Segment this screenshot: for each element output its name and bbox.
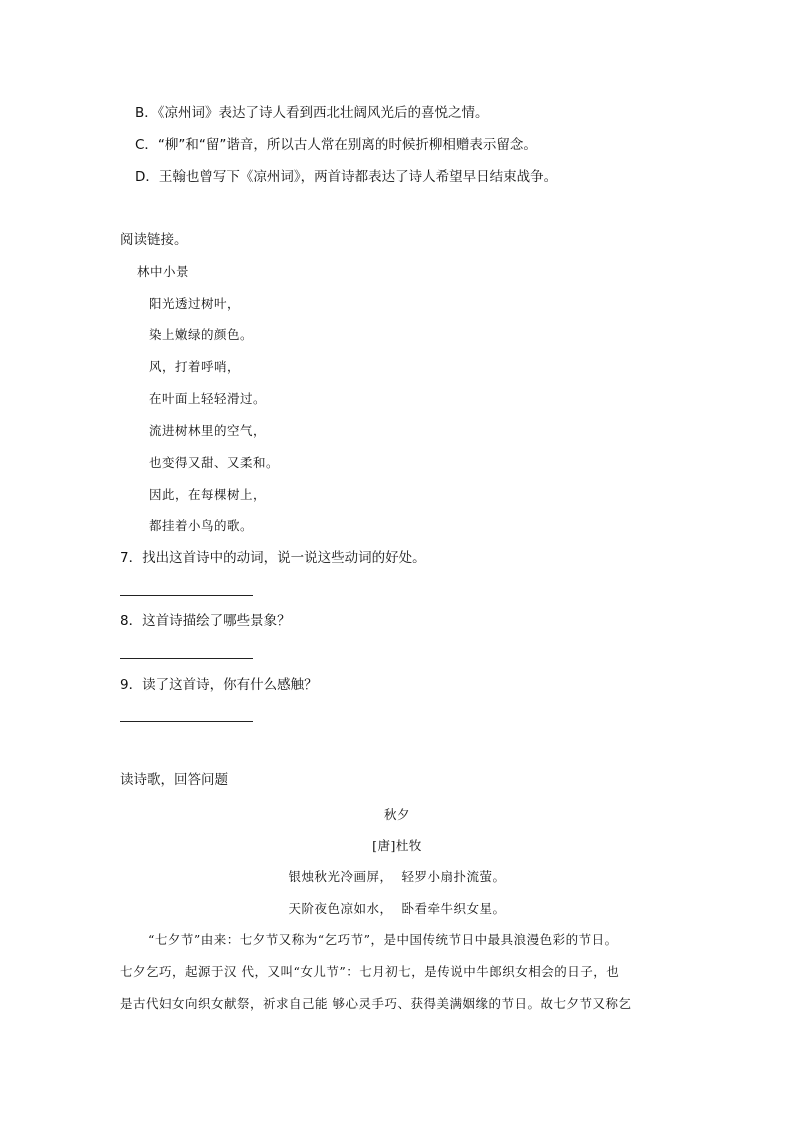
poem-line: 在叶面上轻轻滑过。 — [149, 391, 267, 406]
option-c: C．“柳”和“留”谐音，所以古人常在别离的时候折柳相赠表示留念。 — [135, 137, 537, 153]
note-line: “七夕节”由来：七夕节又称为“乞巧节”，是中国传统节日中最具浪漫色彩的节日。 — [148, 932, 618, 947]
note-line: 七夕乞巧，起源于汉 代，又叫“女儿节”：七月初七，是传说中牛郎织女相会的日子，也 — [120, 964, 620, 979]
answer-blank-7[interactable] — [120, 595, 253, 596]
poem2-line: 天阶夜色凉如水， 卧看牵牛织女星。 — [288, 901, 506, 916]
poem-line: 因此，在每棵树上， — [149, 487, 267, 502]
question-9: 9．读了这首诗，你有什么感触？ — [120, 677, 318, 693]
question-7: 7．找出这首诗中的动词，说一说这些动词的好处。 — [120, 550, 426, 566]
poem-line: 也变得又甜、又柔和。 — [149, 455, 280, 470]
poem-line: 流进树林里的空气， — [149, 423, 267, 438]
option-b: B．《凉州词》表达了诗人看到西北壮阔风光后的喜悦之情。 — [135, 105, 489, 121]
reading-link-heading: 阅读链接。 — [120, 232, 188, 248]
poem2-line: 银烛秋光冷画屏， 轻罗小扇扑流萤。 — [288, 869, 506, 884]
poem2-author: [唐]杜牧 — [372, 838, 422, 853]
option-d: D．王翰也曾写下《凉州词》，两首诗都表达了诗人希望早日结束战争。 — [135, 169, 558, 185]
answer-blank-9[interactable] — [120, 721, 253, 722]
poem-title: 林中小景 — [137, 264, 190, 279]
answer-blank-8[interactable] — [120, 658, 253, 659]
poem-line: 阳光透过树叶， — [149, 296, 241, 311]
note-line: 是古代妇女向织女献祭，祈求自己能 够心灵手巧、获得美满姻缘的节日。故七夕节又称乞 — [120, 996, 632, 1011]
poem-line: 染上嫩绿的颜色。 — [149, 327, 254, 342]
question-8: 8．这首诗描绘了哪些景象？ — [120, 613, 291, 629]
poem2-title: 秋夕 — [383, 807, 410, 822]
poem-line: 风，打着呼哨， — [149, 359, 241, 374]
section-heading: 读诗歌，回答问题 — [120, 772, 228, 788]
poem-line: 都挂着小鸟的歌。 — [149, 518, 254, 533]
